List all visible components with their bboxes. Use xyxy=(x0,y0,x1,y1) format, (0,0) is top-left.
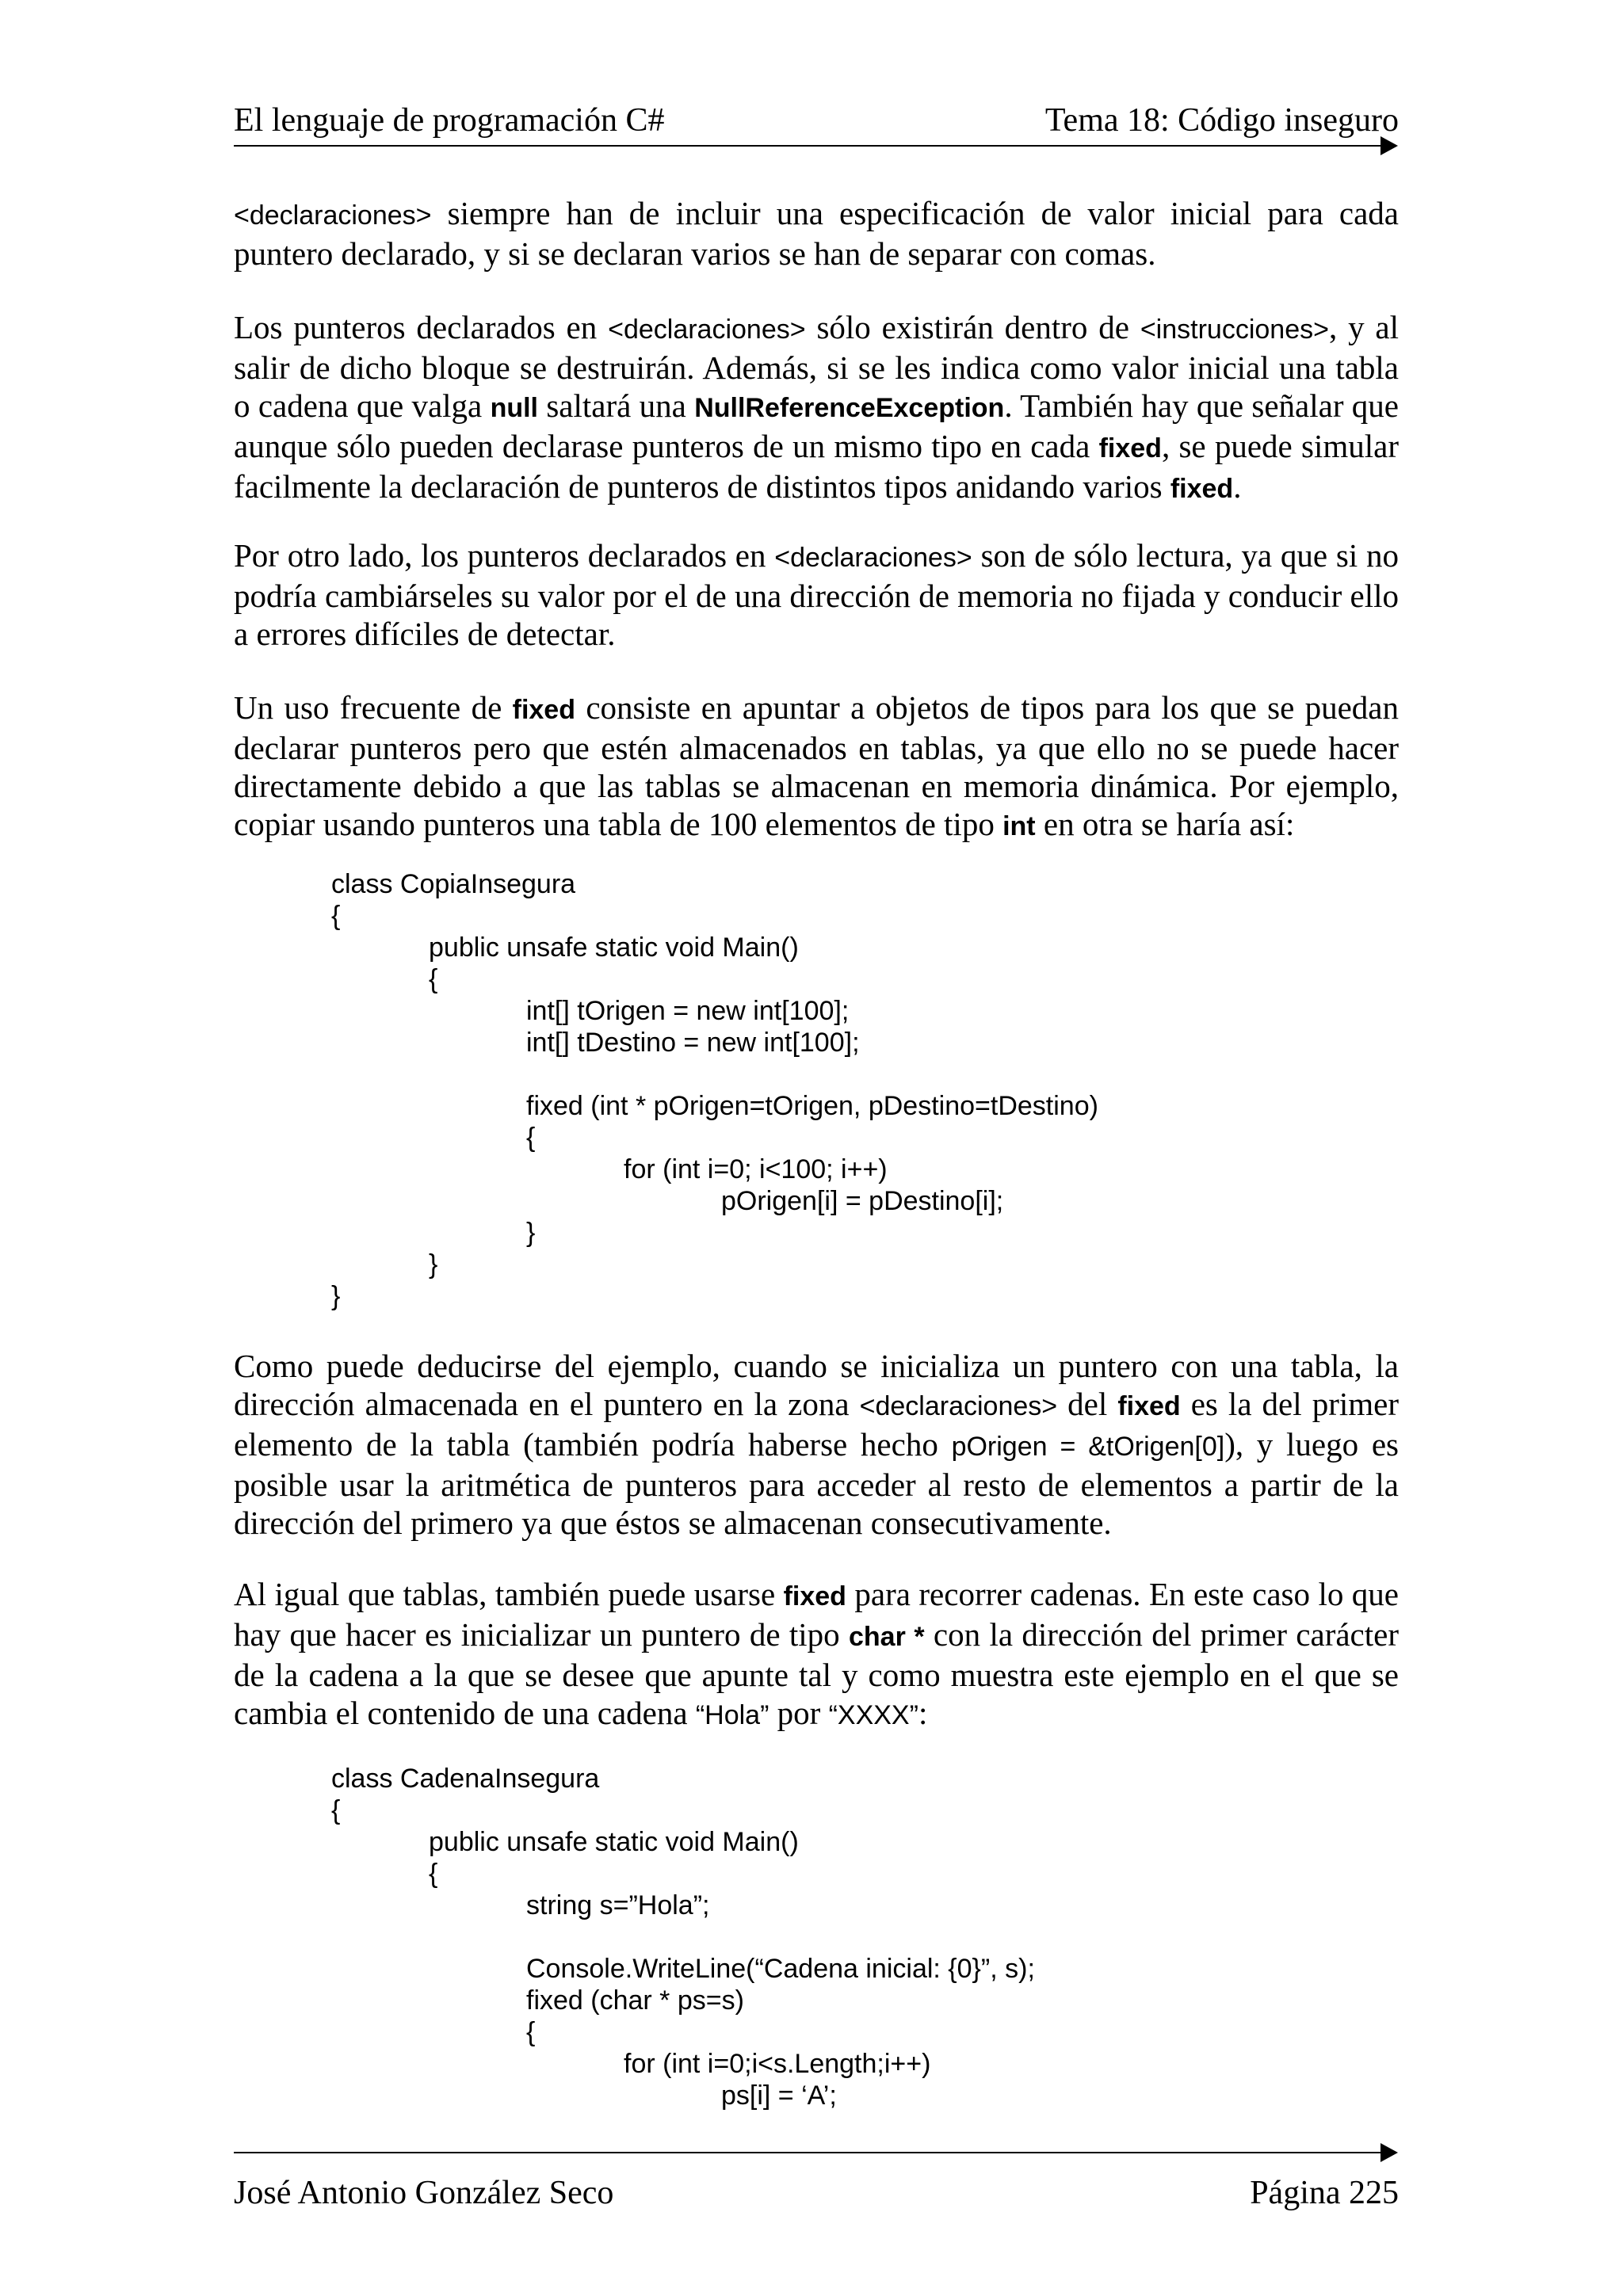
code-line: string s=”Hola”; xyxy=(526,1890,710,1920)
paragraph-text: es la del primer elemento de la tabla (también podría haberse hecho xyxy=(234,1386,1399,1463)
paragraph-5 xyxy=(234,1347,1399,1542)
code-line: } xyxy=(526,1218,536,1248)
paragraph-text: , se puede simular facilmente la declaración de punteros de distintos tipos anidando varios xyxy=(234,428,1399,505)
paragraph-text: del xyxy=(1057,1386,1118,1422)
keyword-term: char * xyxy=(848,1622,925,1652)
footer-rule-arrow-icon xyxy=(1381,2143,1398,2162)
paragraph-1 xyxy=(234,194,1399,273)
paragraph-text: son de sólo lectura, ya que si no podría cambiárseles su valor por el de una dirección de memoria no fijada y conducir ello a errores difíciles de detectar. xyxy=(234,537,1399,652)
keyword-term: fixed xyxy=(1098,433,1162,463)
footer-author: José Antonio González Seco xyxy=(234,2175,614,2211)
code-line: public unsafe static void Main() xyxy=(429,1827,799,1857)
paragraph-text: sólo existirán dentro de xyxy=(805,309,1140,345)
code-line: { xyxy=(429,1859,438,1889)
paragraph-text: consiste en apuntar a objetos de tipos para los que se puedan declarar punteros pero que estén almacenados en tablas, ya que ello no se puede hacer directamente debido a que las tablas se almacenan en memoria dinámica. Por ejemplo, copiar usando punteros una tabla de 100 elementos de tipo xyxy=(234,689,1399,842)
paragraph-text: por xyxy=(769,1695,829,1731)
code-line: } xyxy=(331,1281,341,1311)
code-line: fixed (char * ps=s) xyxy=(526,1985,744,2016)
code-line: class CopiaInsegura xyxy=(331,869,576,899)
keyword-term: fixed xyxy=(1170,474,1234,504)
code-line: class CadenaInsegura xyxy=(331,1764,600,1794)
paragraph-text: Un uso frecuente de xyxy=(234,689,513,726)
paragraph-text: ), y luego es posible usar la aritmética de punteros para acceder al resto de elementos a partir de la dirección del primero ya que éstos se almacenan consecutivamente. xyxy=(234,1426,1399,1541)
paragraph-text: Por otro lado, los punteros declarados en xyxy=(234,537,775,574)
code-line: Console.WriteLine(“Cadena inicial: {0}”, s); xyxy=(526,1954,1035,1984)
code-line: { xyxy=(429,964,438,994)
paragraph-text: : xyxy=(918,1695,928,1731)
code-line: int[] tOrigen = new int[100]; xyxy=(526,996,850,1026)
keyword-term: fixed xyxy=(1117,1391,1181,1421)
paragraph-text: siempre han de incluir una especificación de valor inicial para cada puntero declarado, y si se declaran varios se han de separar con comas. xyxy=(234,195,1399,272)
paragraph-text: , y al salir de dicho bloque se destruirán. Además, si se les indica como valor inicial una tabla o cadena que valga xyxy=(234,309,1400,424)
code-line: } xyxy=(429,1249,438,1280)
paragraph-4 xyxy=(234,688,1399,845)
code-line: for (int i=0;i<s.Length;i++) xyxy=(624,2049,931,2079)
code-line: public unsafe static void Main() xyxy=(429,933,799,963)
code-line: { xyxy=(331,901,341,931)
code-line: { xyxy=(526,1123,536,1153)
paragraph-text: saltará una xyxy=(538,387,695,424)
code-line: ps[i] = ‘A’; xyxy=(721,2081,837,2111)
code-line: { xyxy=(526,2017,536,2047)
code-line: { xyxy=(331,1795,341,1825)
paragraph-text: para recorrer cadenas. En este caso lo que hay que hacer es inicializar un puntero de tipo xyxy=(234,1576,1399,1653)
code-line: for (int i=0; i<100; i++) xyxy=(624,1154,888,1184)
paragraph-3 xyxy=(234,536,1399,653)
code-line: int[] tDestino = new int[100]; xyxy=(526,1028,860,1058)
code-term: <declaraciones> xyxy=(234,200,432,231)
paragraph-text: con la dirección del primer carácter de la cadena a la que se desee que apunte tal y como muestra este ejemplo en el que se cambia el contenido de una cadena xyxy=(234,1616,1399,1731)
keyword-term: int xyxy=(1002,811,1036,841)
keyword-term: NullReferenceException xyxy=(694,393,1005,423)
paragraph-text: Como puede deducirse del ejemplo, cuando se inicializa un puntero con una tabla, la dirección almacenada en el puntero en la zona xyxy=(234,1348,1399,1422)
paragraph-6 xyxy=(234,1575,1399,1734)
paragraph-2 xyxy=(234,308,1399,508)
keyword-term: null xyxy=(490,393,539,423)
code-term: “XXXX” xyxy=(828,1700,918,1730)
page-header xyxy=(234,97,1399,144)
code-term: pOrigen = &tOrigen[0] xyxy=(951,1432,1225,1462)
header-rule xyxy=(234,145,1381,147)
header-chapter-title: Tema 18: Código inseguro xyxy=(1044,102,1399,139)
paragraph-text: Al igual que tablas, también puede usarse xyxy=(234,1576,784,1612)
header-book-title: El lenguaje de programación C# xyxy=(234,102,665,139)
page-footer xyxy=(234,2169,1399,2217)
code-term: <declaraciones> xyxy=(608,315,806,345)
code-line: pOrigen[i] = pDestino[i]; xyxy=(721,1186,1004,1216)
paragraph-text: Los punteros declarados en xyxy=(234,309,609,345)
keyword-term: fixed xyxy=(783,1581,846,1611)
code-term: <declaraciones> xyxy=(774,543,972,573)
code-term: <declaraciones> xyxy=(859,1391,1058,1421)
footer-page-number: Página 225 xyxy=(1250,2175,1399,2211)
code-term: “Hola” xyxy=(695,1700,769,1730)
keyword-term: fixed xyxy=(512,695,575,725)
paragraph-text: . También hay que señalar que aunque sólo pueden declarase punteros de un mismo tipo en cada xyxy=(234,387,1399,464)
paragraph-text: en otra se haría así: xyxy=(1035,806,1295,842)
header-rule-arrow-icon xyxy=(1381,136,1398,155)
code-term: <instrucciones> xyxy=(1140,315,1329,345)
code-line: fixed (int * pOrigen=tOrigen, pDestino=tDestino) xyxy=(526,1091,1098,1121)
paragraph-text: . xyxy=(1233,468,1242,505)
footer-rule xyxy=(234,2152,1381,2153)
